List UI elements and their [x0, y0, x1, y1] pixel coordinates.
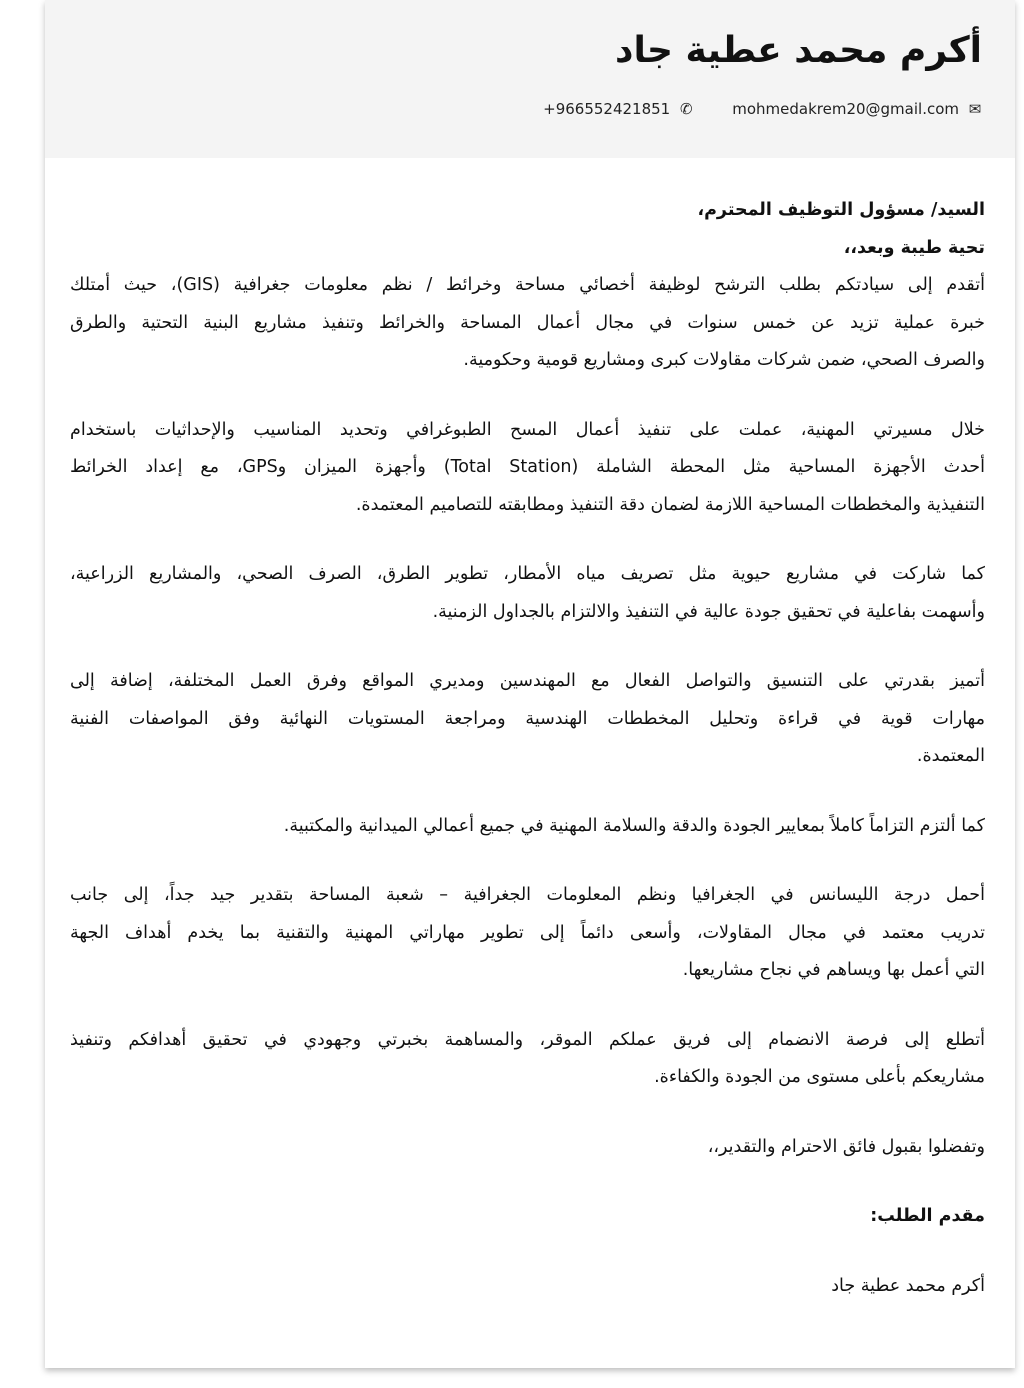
paragraph-line: خبرة عملية تزيد عن خمس سنوات في مجال أعمال المساحة والخرائط وتنفيذ مشاريع البنية التحتية والطرق — [70, 312, 985, 333]
paragraph-line: المعتمدة. — [916, 746, 985, 766]
paragraph-line: كما شاركت في مشاريع حيوية مثل تصريف مياه الأمطار، تطوير الطرق، الصرف الصحي، والمشاريع الزراعية، — [70, 564, 985, 584]
paragraph-line: أتطلع إلى فرصة الانضمام إلى فريق عملكم الموقر، والمساهمة بخبرتي وجهودي في تحقيق أهدافكم وتنفيذ — [70, 1029, 985, 1050]
header — [45, 0, 1015, 158]
letter-body — [70, 192, 985, 1305]
paragraph-line: التنفيذية والمخططات المساحية اللازمة لضمان دقة التنفيذ ومطابقته للتصاميم المعتمدة. — [355, 494, 985, 515]
paragraph-gap — [70, 631, 985, 663]
paragraph-line: أحدث الأجهزة المساحية مثل المحطة الشاملة (Total Station) وأجهزة الميزان وGPS، مع إعداد الخرائط — [70, 457, 985, 477]
salutation-line: السيد/ مسؤول التوظيف المحترم، — [697, 200, 985, 220]
paragraph-line: أتميز بقدرتي على التنسيق والتواصل الفعال مع المهندسين ومديري المواقع وفرق العمل المختلفة، إضافة إلى — [70, 671, 985, 691]
paragraph-gap — [70, 845, 985, 877]
paragraph-line: مشاريعكم بأعلى مستوى من الجودة والكفاءة. — [654, 1067, 985, 1087]
contact-info — [543, 100, 983, 118]
letter-page — [45, 0, 1015, 1368]
paragraph-line: مهارات قوية في قراءة وتحليل المخططات الهندسية ومراجعة المستويات النهائية وفق المواصفات الفنية — [70, 708, 985, 729]
applicant-name-title: أكرم محمد عطية جاد — [615, 30, 982, 71]
paragraph-line: والصرف الصحي، ضمن شركات مقاولات كبرى ومشاريع قومية وحكومية. — [463, 350, 985, 370]
paragraph-gap — [70, 776, 985, 808]
paragraph-line: كما ألتزم التزاماً كاملاً بمعايير الجودة والدقة والسلامة المهنية في جميع أعمالي الميدانية والمكتبية. — [283, 815, 985, 836]
paragraph-line: أحمل درجة الليسانس في الجغرافيا ونظم المعلومات الجغرافية – شعبة المساحة بتقدير جيد جداً، إلى جانب — [70, 885, 985, 905]
paragraph-gap — [70, 1236, 985, 1268]
closing-line: وتفضلوا بقبول فائق الاحترام والتقدير،، — [707, 1136, 985, 1157]
phone-text: +966552421851 — [543, 100, 671, 118]
paragraph-line: خلال مسيرتي المهنية، عملت على تنفيذ أعمال المسح الطبوغرافي وتحديد المناسيب والإحداثيات باستخدام — [70, 419, 985, 440]
salutation-line: تحية طيبة وبعد،، — [843, 237, 985, 258]
paragraph-gap — [70, 524, 985, 556]
paragraph-line: تدريب معتمد في مجال المقاولات، وأسعى دائماً إلى تطوير مهاراتي المهنية والتقنية بما يخدم أهداف الجهة — [70, 922, 985, 943]
paragraph-gap — [70, 1097, 985, 1129]
paragraph-line: التي أعمل بها ويساهم في نجاح مشاريعها. — [682, 960, 985, 980]
applicant-signature-name: أكرم محمد عطية جاد — [831, 1275, 985, 1296]
envelope-icon: ✉ — [968, 100, 982, 118]
paragraph-line: وأسهمت بفاعلية في تحقيق جودة عالية في التنفيذ والالتزام بالجداول الزمنية. — [432, 601, 985, 622]
email-text: mohmedakrem20@gmail.com — [732, 100, 959, 118]
paragraph-gap — [70, 990, 985, 1022]
phone-icon: ✆ — [679, 100, 693, 118]
paragraph-line: أتقدم إلى سيادتكم بطلب الترشح لوظيفة أخصائي مساحة وخرائط / نظم معلومات جغرافية (GIS)، حيث أمتلك — [70, 275, 985, 295]
paragraph-gap — [70, 380, 985, 412]
applicant-label: مقدم الطلب: — [870, 1206, 985, 1226]
paragraph-gap — [70, 1166, 985, 1198]
